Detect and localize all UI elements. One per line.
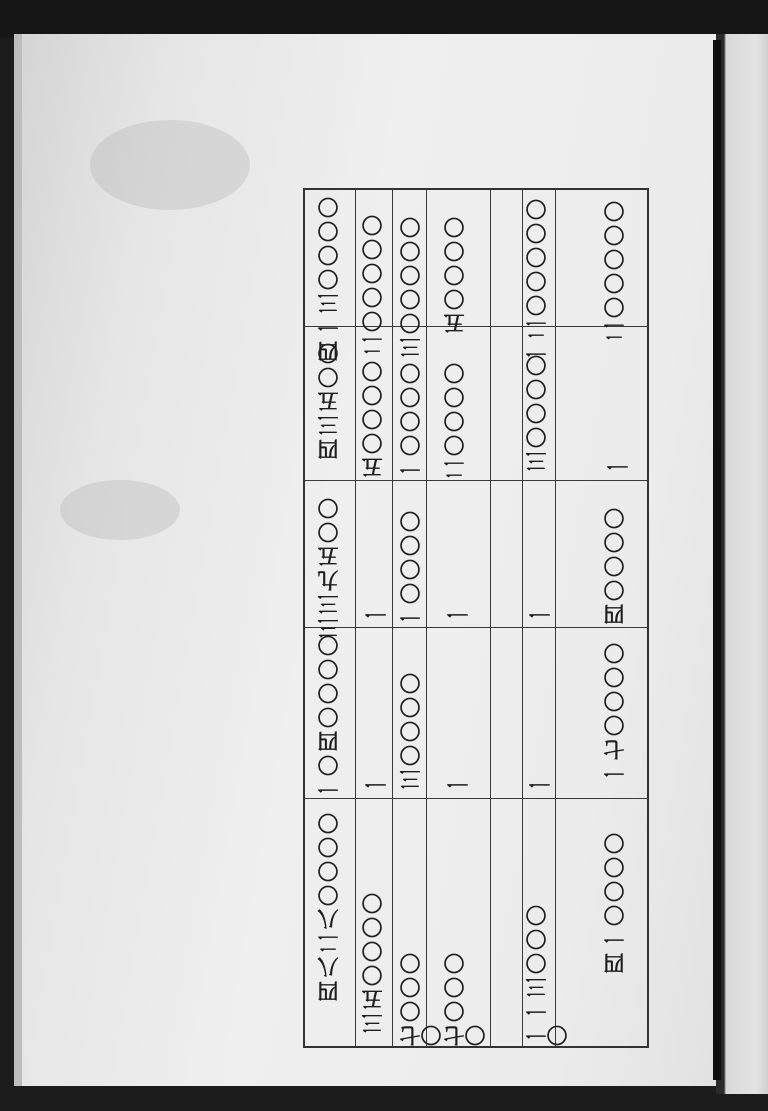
table-cell: 五〇〇〇〇 — [361, 358, 385, 478]
book-binding — [713, 40, 721, 1080]
table-cell: 四〇〇〇〇 — [603, 505, 627, 625]
table-cell-total: 四三五〇〇 — [317, 340, 341, 460]
table-cell-total: 一〇四〇〇〇〇 — [317, 632, 341, 800]
table-cell-total: 三三九五〇〇 — [317, 495, 341, 639]
table-cell: 一二〇〇〇〇〇 — [525, 196, 549, 364]
scan-border — [0, 0, 768, 38]
table-cell: 三五〇〇〇〇 — [361, 890, 385, 1034]
table-cell: 七〇〇〇〇 — [399, 950, 444, 1046]
table-cell: 五〇〇〇〇 — [443, 214, 467, 334]
paper-stain — [60, 480, 180, 540]
table-cell: 一 — [529, 600, 554, 625]
table-cell: 一一三〇〇〇〇 — [525, 902, 570, 1046]
table-cell: 二〇〇〇〇 — [443, 360, 467, 480]
table-cell: 七〇〇〇〇 — [443, 950, 488, 1046]
table-cell: 一 — [529, 770, 554, 795]
table-cell: 三〇〇〇〇 — [525, 352, 549, 472]
table-cell-total: 四一三〇〇〇〇 — [317, 194, 341, 362]
table-cell: 一〇〇〇〇 — [399, 508, 423, 628]
table-cell: 三〇〇〇〇 — [399, 670, 423, 790]
table-cell: 二〇〇〇〇〇 — [361, 212, 385, 356]
page-left-edge — [14, 34, 22, 1086]
table-cell-total: 四八二八〇〇〇〇 — [317, 810, 341, 1002]
table-cell: 二〇〇〇〇〇 — [603, 198, 627, 342]
table-cell: 一 — [447, 770, 472, 795]
table-cell: 一 — [365, 770, 390, 795]
table-cell: 四一〇〇〇〇 — [603, 830, 627, 974]
table-cell: 一 — [607, 452, 632, 477]
table-cell: 一 — [447, 600, 472, 625]
table-cell: 一七〇〇〇〇 — [603, 640, 627, 784]
paper-stain — [90, 120, 250, 210]
ledger-table — [303, 188, 649, 1048]
table-cell: 一〇〇〇〇 — [399, 360, 423, 480]
page-right-edge — [716, 34, 768, 1094]
table-cell: 三〇〇〇〇〇 — [399, 214, 423, 358]
table-cell: 一 — [365, 600, 390, 625]
